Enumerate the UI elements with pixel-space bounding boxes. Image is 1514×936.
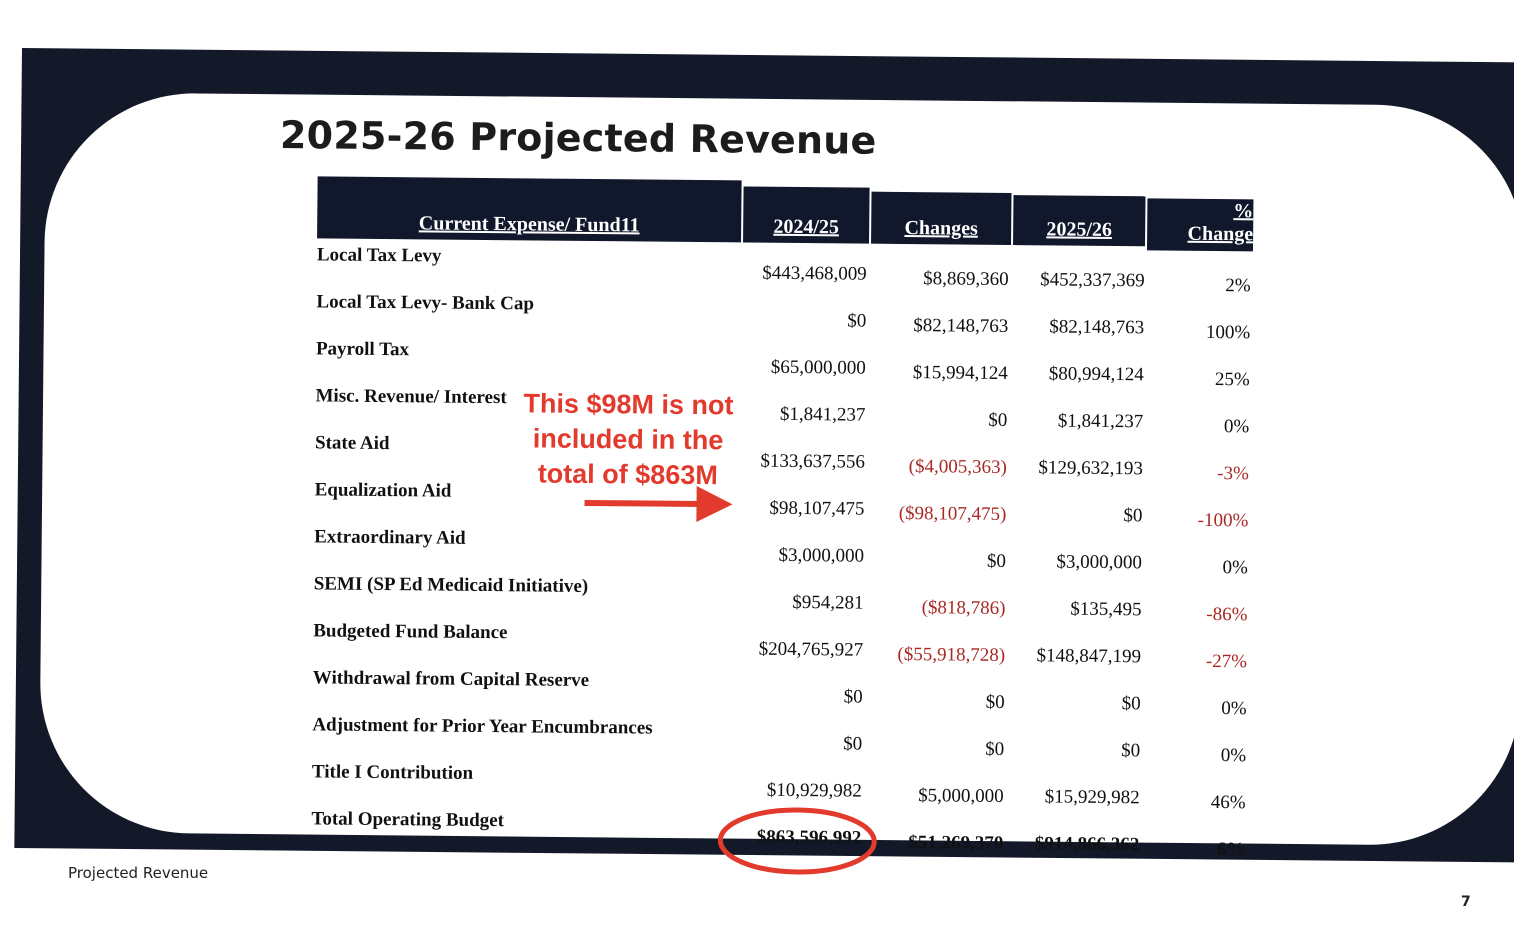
cell-y2526: $82,148,763 (1049, 316, 1145, 339)
red-circle-highlight (715, 804, 880, 878)
row-label: Local Tax Levy (316, 244, 442, 267)
cell-y2425: $65,000,000 (770, 356, 866, 379)
header-pct-top: % (1233, 200, 1254, 223)
cell-y2425: $98,107,475 (769, 497, 865, 520)
cell-pct: 0% (1223, 416, 1250, 438)
row-label: Local Tax Levy- Bank Cap (316, 291, 535, 315)
cell-y2526: $15,929,982 (1044, 786, 1140, 809)
cell-pct: 6% (1216, 839, 1246, 861)
cell-changes: $15,994,124 (912, 362, 1008, 384)
cell-y2526: $80,994,124 (1048, 363, 1144, 386)
slide-title: 2025-26 Projected Revenue (279, 113, 877, 163)
cell-y2526: $0 (1121, 693, 1141, 715)
cell-y2425: $1,841,237 (779, 403, 866, 426)
row-label: Misc. Revenue/ Interest (315, 385, 507, 409)
annotation-line-3: total of $863M (537, 458, 718, 491)
cell-y2425: $0 (843, 733, 863, 755)
row-label: Payroll Tax (315, 338, 410, 361)
cell-changes: ($4,005,363) (908, 456, 1007, 478)
cell-y2526: $129,632,193 (1038, 457, 1143, 480)
cell-y2425: $204,765,927 (758, 638, 864, 661)
cell-changes: $0 (985, 738, 1005, 760)
cell-y2526: $3,000,000 (1056, 551, 1143, 574)
cell-pct: -27% (1205, 650, 1248, 673)
annotation-line-2: included in the (532, 423, 724, 456)
cell-y2425: $133,637,556 (760, 450, 866, 473)
header-2025-26-label: 2025/26 (1046, 218, 1113, 241)
cell-y2526: $452,337,369 (1040, 269, 1145, 292)
row-label: State Aid (314, 432, 390, 455)
cell-y2425: $0 (847, 310, 867, 332)
cell-pct: -100% (1197, 509, 1249, 532)
cell-changes: ($98,107,475) (898, 502, 1007, 525)
cell-y2526: $148,847,199 (1036, 645, 1142, 668)
row-label: SEMI (SP Ed Medicaid Initiative) (313, 573, 589, 597)
cell-y2526: $0 (1123, 505, 1143, 527)
cell-pct: 0% (1222, 557, 1249, 579)
header-changes-label: Changes (904, 216, 978, 240)
cell-y2425: $10,929,982 (766, 779, 862, 802)
cell-changes: $0 (986, 550, 1007, 572)
cell-y2425: $443,468,009 (762, 262, 867, 285)
cell-pct: 0% (1221, 698, 1247, 720)
cell-changes: $0 (988, 409, 1008, 431)
cell-y2526: $0 (1121, 740, 1141, 762)
cell-pct: -3% (1217, 463, 1249, 485)
header-2024-25 (743, 186, 870, 243)
header-pct-change (1147, 198, 1253, 251)
cell-pct: 46% (1210, 791, 1246, 814)
cell-y2425: $3,000,000 (778, 544, 865, 567)
header-fund (317, 176, 742, 242)
footer-label: Projected Revenue (68, 864, 209, 882)
cell-changes: $82,148,763 (913, 315, 1009, 337)
cell-y2425: $0 (843, 686, 863, 708)
row-label: Title I Contribution (311, 761, 474, 784)
row-label: Budgeted Fund Balance (313, 620, 508, 644)
header-2024-25-label: 2024/25 (773, 215, 840, 239)
row-label: Withdrawal from Capital Reserve (312, 667, 590, 691)
header-fund-label: Current Expense/ Fund11 (418, 212, 640, 237)
cell-y2526: $1,841,237 (1057, 410, 1144, 433)
cell-y2526: $135,495 (1070, 598, 1142, 621)
header-changes (871, 192, 1011, 245)
red-annotation (513, 386, 744, 493)
cell-changes: $8,869,360 (923, 268, 1009, 291)
cell-changes: $51,269,370 (908, 832, 1004, 854)
header-pct-bottom: Change (1187, 222, 1254, 246)
row-label: Adjustment for Prior Year Encumbrances (312, 714, 653, 739)
cell-changes: ($818,786) (921, 597, 1006, 619)
row-label: Total Operating Budget (311, 808, 505, 832)
header-2025-26 (1013, 195, 1145, 246)
cell-changes: ($55,918,728) (897, 643, 1006, 666)
cell-changes: $5,000,000 (918, 785, 1004, 807)
cell-pct: 100% (1205, 321, 1251, 344)
cell-y2526: $914,866,362 (1034, 833, 1140, 856)
cell-y2425: $863,596,992 (756, 826, 862, 849)
row-label: Extraordinary Aid (314, 526, 466, 549)
cell-pct: 25% (1214, 368, 1250, 391)
cell-pct: 0% (1220, 745, 1247, 767)
row-label: Equalization Aid (314, 479, 452, 502)
annotation-line-1: This $98M is not (523, 388, 734, 421)
page-number: 7 (1461, 894, 1471, 910)
cell-pct: -86% (1206, 603, 1248, 626)
red-arrow-icon (582, 481, 734, 526)
cell-pct: 2% (1225, 275, 1251, 297)
cell-y2425: $954,281 (792, 591, 864, 614)
cell-changes: $0 (985, 691, 1005, 713)
